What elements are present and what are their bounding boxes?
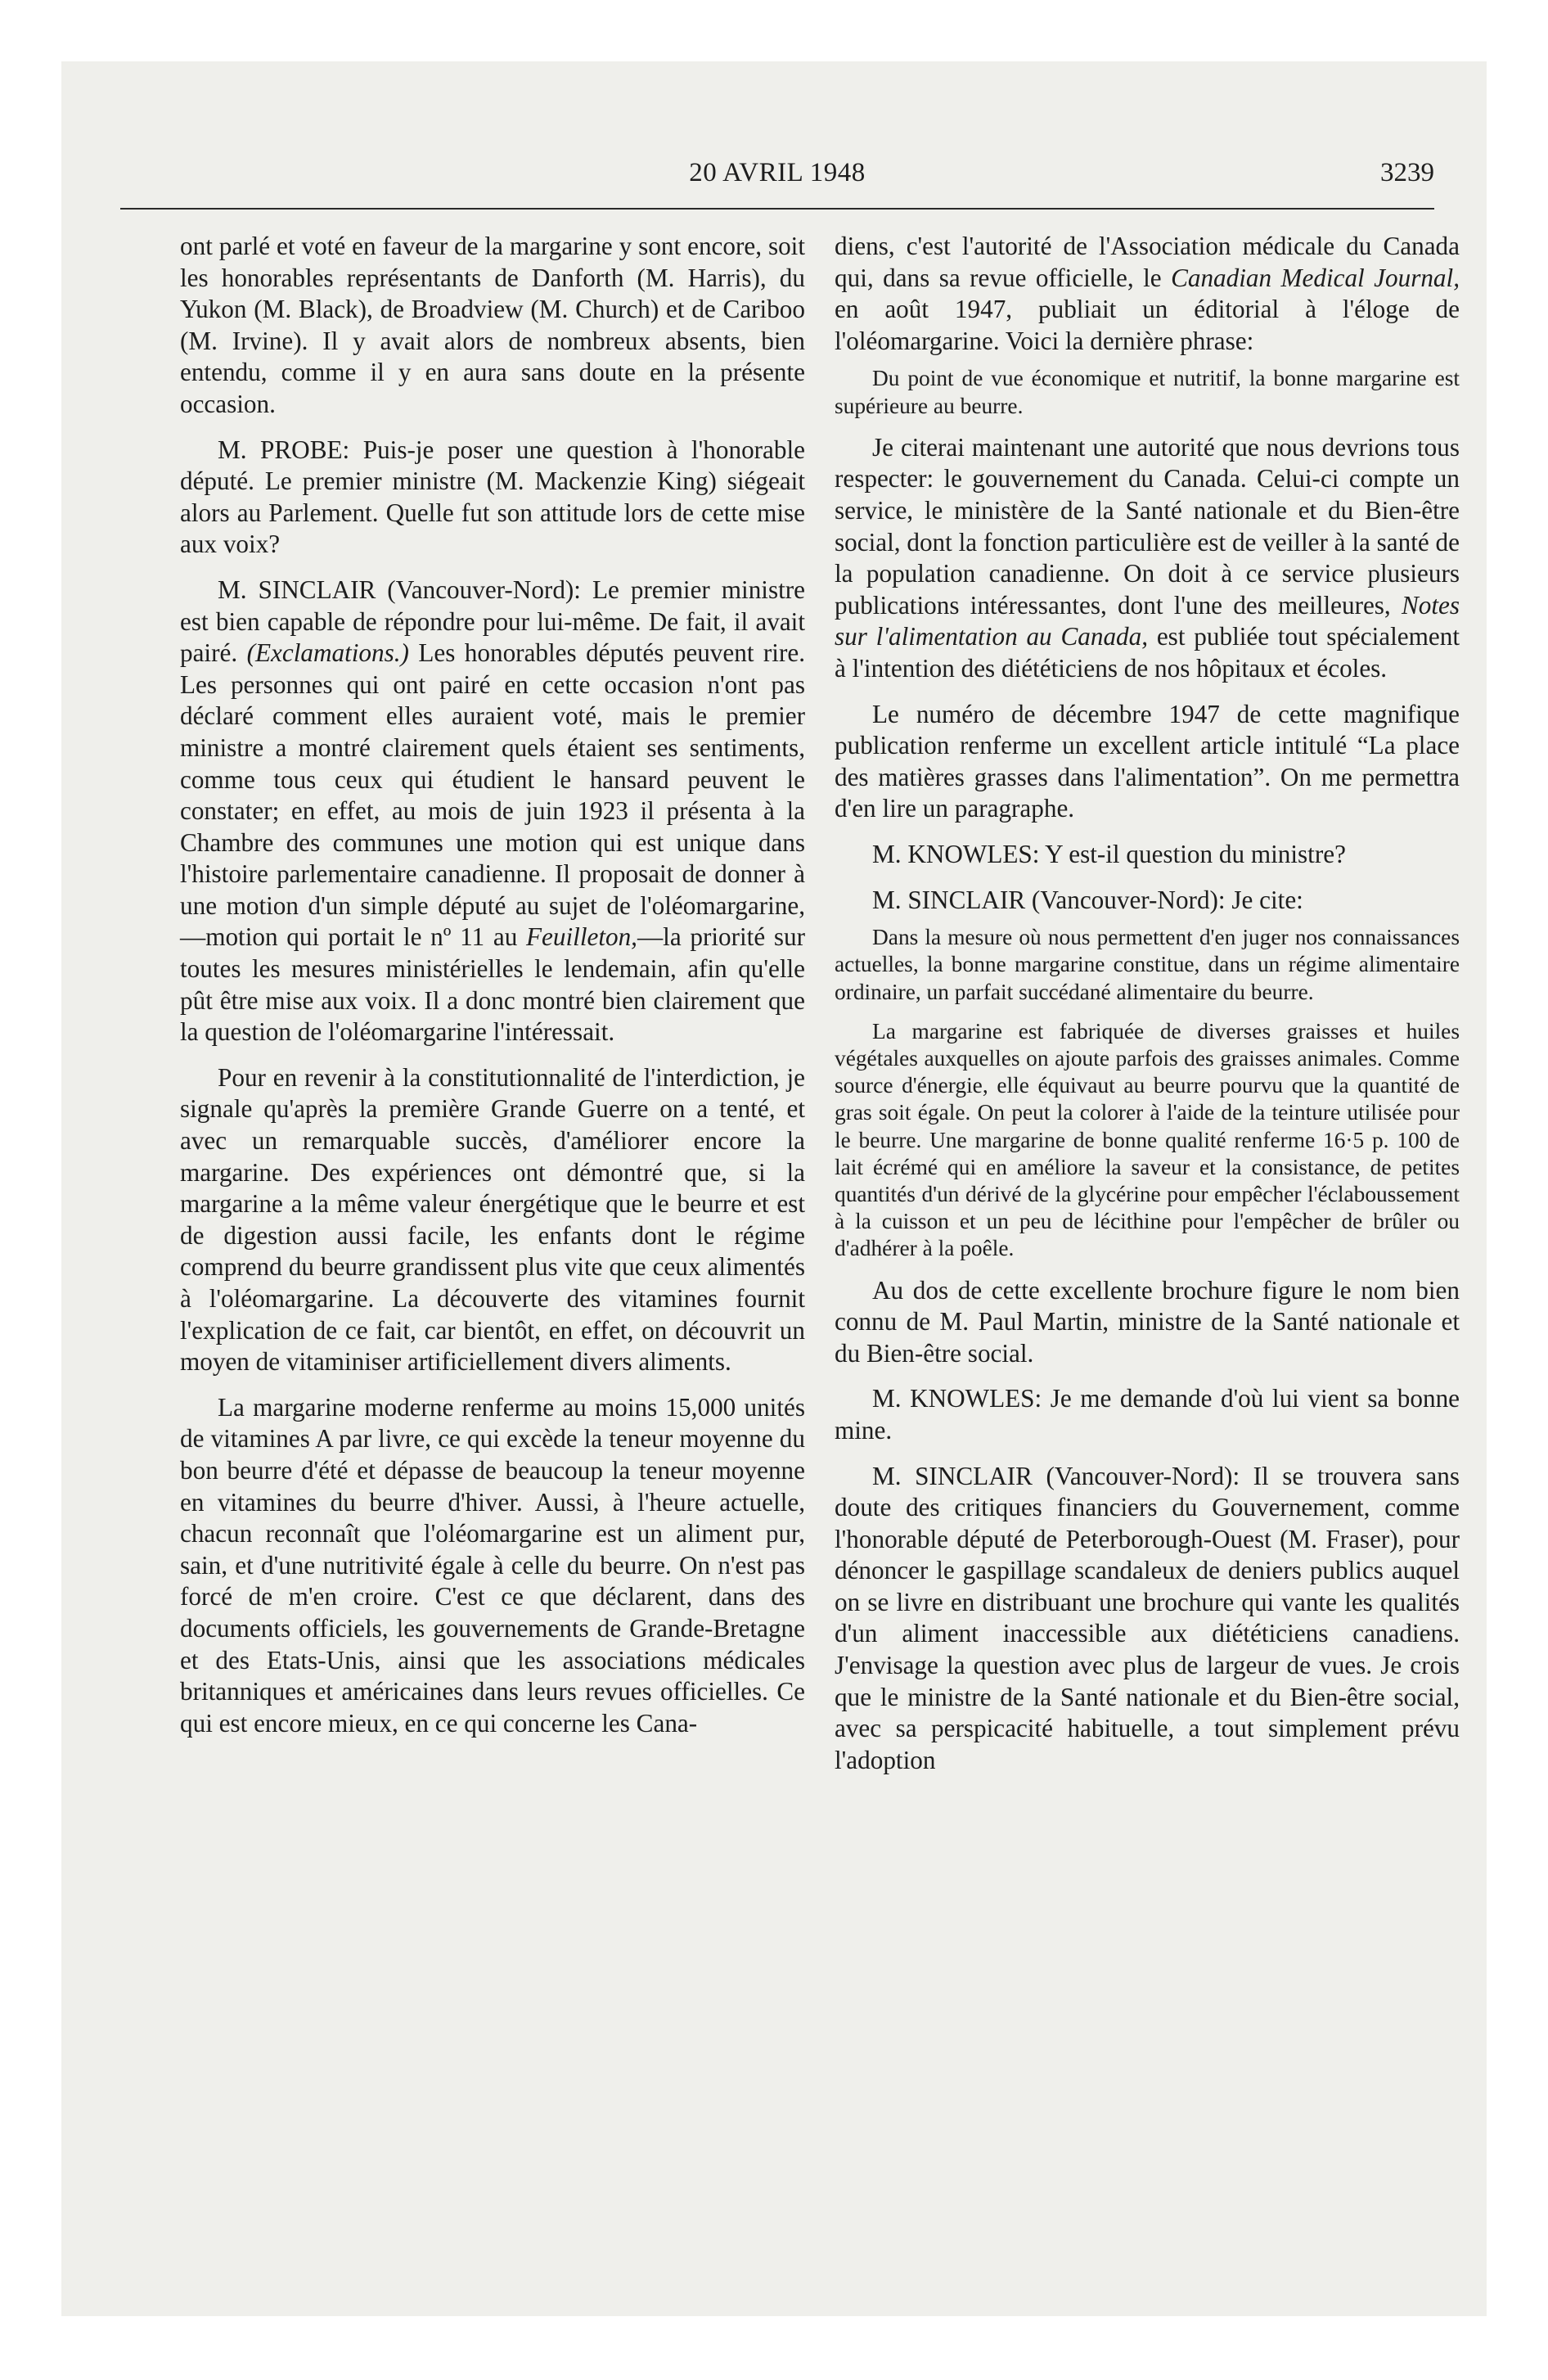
paragraph: M. SINCLAIR (Vancouver-Nord): Je cite: (872, 885, 1303, 914)
header-rule (120, 208, 1434, 210)
paragraph (835, 432, 1460, 685)
paragraph-text: Je citerai maintenant une autorité que nous devrions tous respecter: le gouvernement du Canada. Celui-ci compte un service, le ministère de la Santé nationale et du Bien-être social, dont la fonction particulière est de veiller à la santé de la population canadienne. On doit à ce service plusieurs publications intéressantes, dont l'une des meilleures, (835, 432, 1460, 620)
paragraph: Le numéro de décembre 1947 de cette magnifique publication renferme un excellent article intitulé “La place des matières grasses dans l'alimentation”. On me permettra d'en lire un paragraphe. (835, 699, 1460, 823)
paragraph: Au dos de cette excellente brochure figure le nom bien connu de M. Paul Martin, ministre de la Santé nationale et du Bien-être social. (835, 1275, 1460, 1368)
italic-text: Canadian Medical Journal, (1171, 263, 1460, 292)
paragraph: Pour en revenir à la constitutionnalité de l'interdiction, je signale qu'après la première Grande Guerre on a tenté, et avec un remarquable succès, d'améliorer encore la margarine. Des expériences ont démontré que, si la margarine a la même valeur énergétique que le beurre et est de digestion aussi facile, les enfants dont le régime comprend du beurre grandissent plus vite que ceux alimentés à l'oléomargarine. La découverte des vitamines fournit l'explication de ce fait, car bientôt, en effet, on découvrit un moyen de vitaminiser artificiellement divers aliments. (180, 1062, 805, 1377)
left-column (180, 231, 805, 1753)
paragraph: M. KNOWLES: Je me demande d'où lui vient sa bonne mine. (835, 1384, 1460, 1445)
paragraph: M. SINCLAIR (Vancouver-Nord): Il se trouvera sans doute des critiques financiers du Gouvernement, comme l'honorable député de Peterborough-Ouest (M. Fraser), pour dénoncer le gaspillage scandaleux de deniers publics auquel on se livre en distribuant une brochure qui vante les qualités d'un aliment inaccessible aux diététiciens canadiens. J'envisage la question avec plus de largeur de vues. Je crois que le ministre de la Santé nationale et du Bien-être social, avec sa perspicacité habituelle, a tout simplement prévu l'adoption (835, 1461, 1460, 1774)
page-number: 3239 (1380, 158, 1434, 187)
quotation: Du point de vue économique et nutritif, la bonne margarine est supérieure au beurre. (835, 366, 1460, 418)
italic-text: Notes sur l'alimentation au Canada, (835, 590, 1460, 651)
paragraph: ont parlé et voté en faveur de la margarine y sont encore, soit les honorables représentants de Danforth (M. Harris), du Yukon (M. Black), de Broadview (M. Church) et de Cariboo (M. Irvine). Il y avait alors de nombreux absents, bien entendu, comme il y en aura sans doute en la présente occasion. (180, 232, 805, 418)
header-date: 20 AVRIL 1948 (689, 158, 866, 187)
italic-text: Feuilleton, (526, 922, 637, 952)
paragraph (835, 231, 1460, 357)
paragraph: M. PROBE: Puis-je poser une question à l'honorable député. Le premier ministre (M. Mackenzie King) siégeait alors au Parlement. Quelle fut son attitude lors de cette mise aux voix? (180, 435, 805, 559)
paragraph: La margarine moderne renferme au moins 15,000 unités de vitamines A par livre, ce qui excède la teneur moyenne du bon beurre d'été et dépasse de beaucoup la teneur moyenne en vitamines du beurre d'hiver. Aussi, à l'heure actuelle, chacun reconnaît que l'oléomargarine est un aliment pur, sain, et d'une nutritivité égale à celle du beurre. On n'est pas forcé de m'en croire. C'est ce que déclarent, dans des documents officiels, les gouvernements de Grande-Bretagne et des Etats-Unis, ainsi que les associations médicales britanniques et américaines dans leurs revues officielles. Ce qui est encore mieux, en ce qui concerne les Cana- (180, 1392, 805, 1738)
paragraph-text: diens, c'est l'autorité de l'Association médicale du Canada qui, dans sa revue officielle, le (835, 232, 1460, 292)
paragraph-text: est publiée tout spécialement à l'intention des diététiciens de nos hôpitaux et écoles. (835, 622, 1460, 683)
paragraph-text: M. SINCLAIR (Vancouver-Nord): Le premier ministre est bien capable de répondre pour lui-même. De fait, il avait pairé. (180, 575, 805, 668)
paragraph-text: —la priorité sur toutes les mesures ministérielles le lendemain, afin qu'elle pût être mise aux voix. Il a donc montré bien clairement que la question de l'oléomargarine l'intéressait. (180, 922, 806, 1047)
italic-text: (Exclamations.) (246, 638, 409, 668)
quotation: Dans la mesure où nous permettent d'en juger nos connaissances actuelles, la bonne margarine constitue, dans un régime alimentaire ordinaire, un parfait succédané alimentaire du beurre. (835, 925, 1460, 1004)
quotation: La margarine est fabriquée de diverses graisses et huiles végétales auxquelles on ajoute parfois des graisses animales. Comme source d'énergie, elle équivaut au beurre pourvu que la quantité de gras soit égale. On peut la colorer à l'aide de la teinture utilisée pour le beurre. Une margarine de bonne qualité renferme 16·5 p. 100 de lait écrémé qui en améliore la saveur et la consistance, de petites quantités d'un dérivé de la glycérine pour empêcher l'éclaboussement à la cuisson et un peu de lécithine pour l'empêcher de brûler ou d'adhérer à la poêle. (835, 1018, 1460, 1261)
paragraph-text: Les honorables députés peuvent rire. Les personnes qui ont pairé en cette occasion n'ont pas déclaré comment elles auraient voté, mais le premier ministre a montré clairement quels étaient ses sentiments, comme tous ceux qui étudient le hansard peuvent le constater; en effet, au mois de juin 1923 il présenta à la Chambre des communes une motion qui est unique dans l'histoire parlementaire canadienne. Il proposait de donner à une motion d'un simple député au sujet de l'oléomargarine,—motion qui portait le nº 11 au (180, 638, 805, 952)
right-column (835, 231, 1460, 1790)
page-header (120, 158, 1434, 202)
paragraph: M. KNOWLES: Y est-il question du ministre? (872, 839, 1346, 868)
paragraph (180, 575, 805, 1048)
paragraph-text: en août 1947, publiait un éditorial à l'éloge de l'oléomargarine. Voici la dernière phrase: (835, 295, 1460, 355)
